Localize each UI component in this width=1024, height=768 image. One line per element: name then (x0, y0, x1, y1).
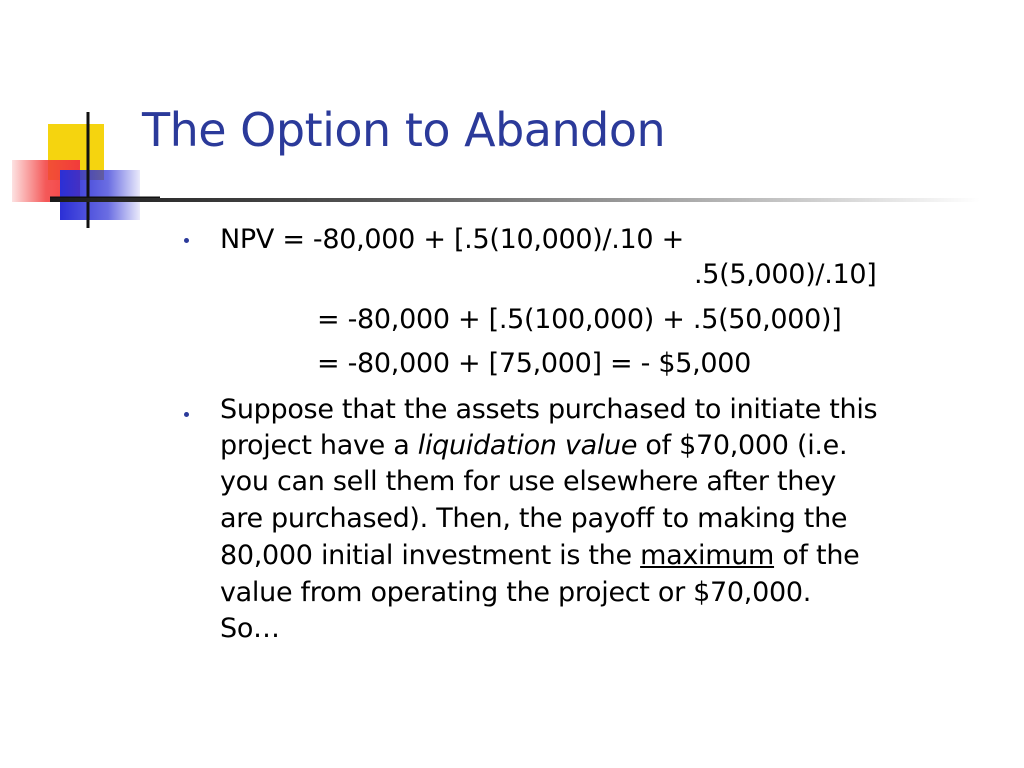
slide-title: The Option to Abandon (142, 103, 666, 157)
npv-line-3: = -80,000 + [.5(100,000) + .5(50,000)] (317, 304, 842, 335)
abandon-line-2-end: of $70,000 (i.e. (637, 430, 848, 461)
abandon-line-3: you can sell them for use elsewhere after they (220, 466, 837, 497)
liquidation-value-term: liquidation value (417, 430, 638, 461)
npv-line-1: NPV = -80,000 + [.5(10,000)/.10 + (220, 224, 684, 255)
abandon-line-2 (220, 428, 847, 464)
npv-line-4: = -80,000 + [75,000] = - $5,000 (317, 348, 752, 379)
abandon-line-6: value from operating the project or $70,000. (220, 577, 812, 608)
abandon-line-2-text: project have a (220, 430, 418, 461)
abandon-line-5-end: of the (774, 540, 860, 571)
maximum-term: maximum (640, 540, 775, 571)
abandon-line-5 (220, 538, 859, 574)
abandon-line-7: So… (220, 613, 280, 644)
bullet-icon (184, 412, 189, 417)
bullet-icon (184, 238, 189, 243)
abandon-line-5-text: 80,000 initial investment is the (220, 540, 641, 571)
abandon-line-1: Suppose that the assets purchased to initiate this (220, 394, 878, 425)
abandon-line-4: are purchased). Then, the payoff to making the (220, 503, 848, 534)
npv-line-2: .5(5,000)/.10] (694, 259, 877, 290)
